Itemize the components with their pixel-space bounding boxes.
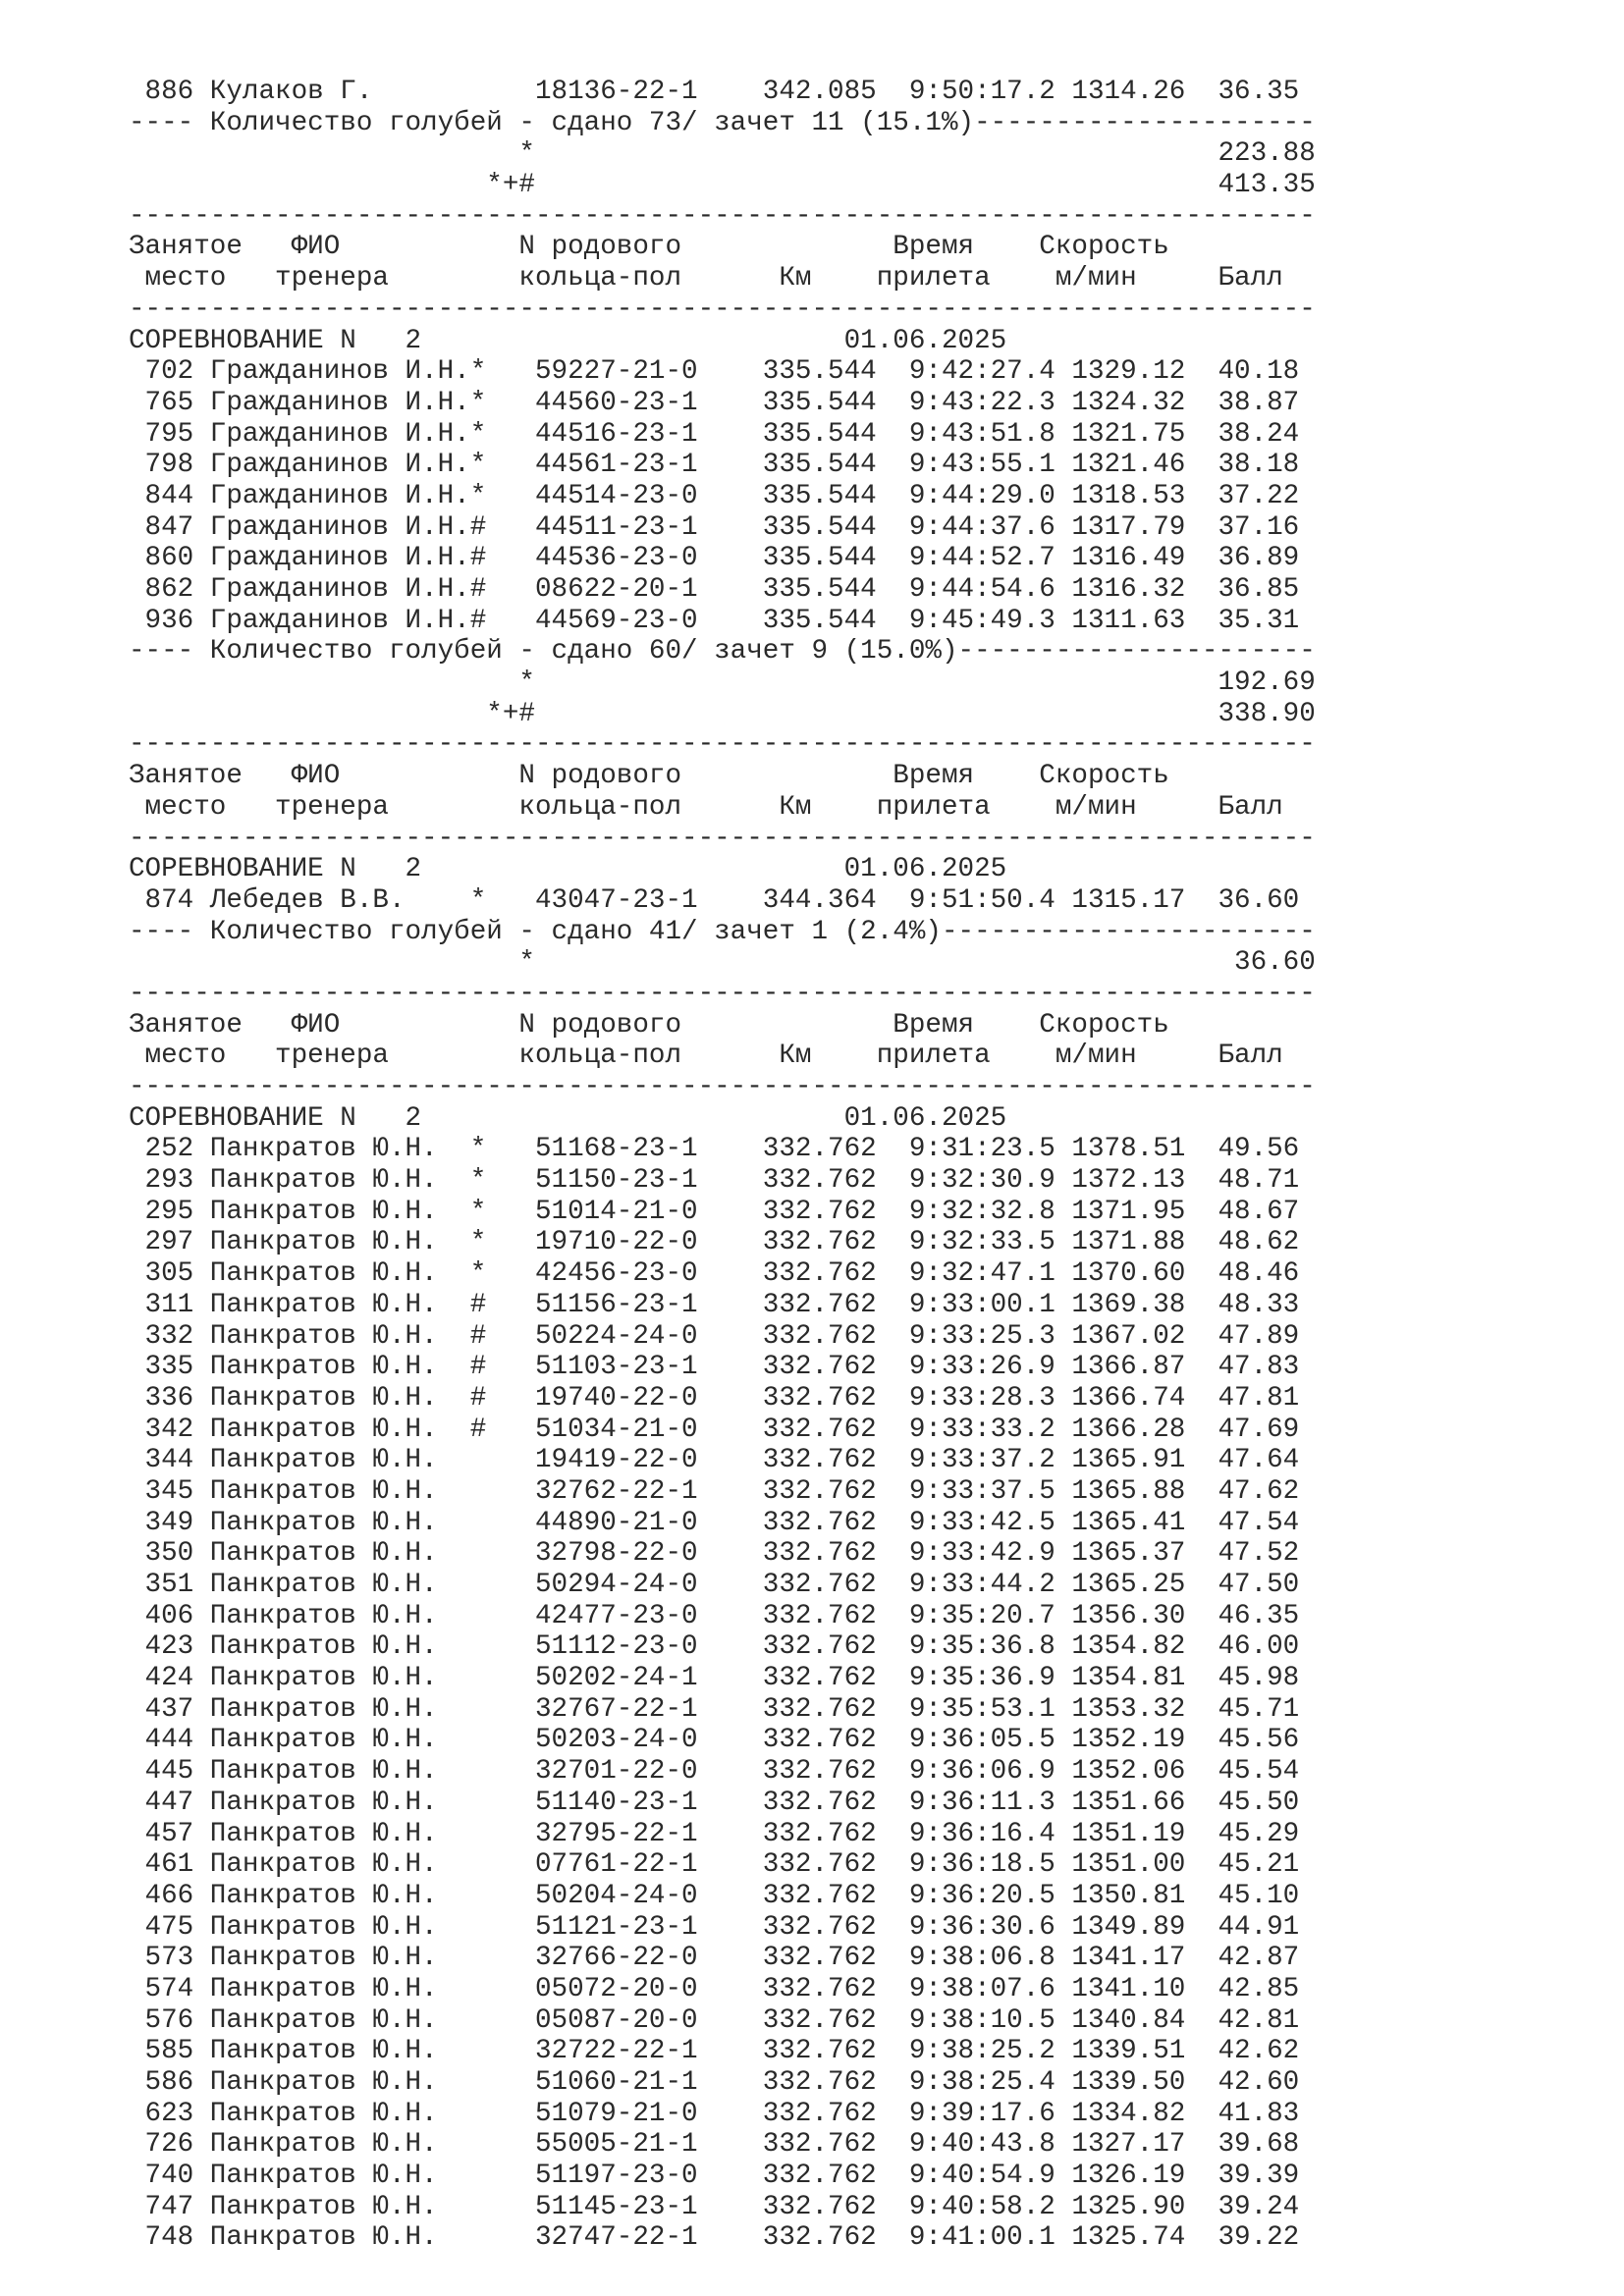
result-row: 726 Панкратов Ю.Н. 55005-21-1 332.762 9:40:43.8 1327.17 39.68 [129, 2129, 1300, 2161]
summary-line: ---- Количество голубей - сдано 73/ зачет 11 (15.1%)--------------------- [129, 107, 1316, 138]
result-row: 349 Панкратов Ю.Н. 44890-21-0 332.762 9:33:42.5 1365.41 47.54 [129, 1507, 1300, 1538]
result-row: 437 Панкратов Ю.Н. 32767-22-1 332.762 9:35:53.1 1353.32 45.71 [129, 1693, 1300, 1725]
result-row: 293 Панкратов Ю.Н. * 51150-23-1 332.762 9:32:30.9 1372.13 48.71 [129, 1165, 1300, 1197]
summary-line: ---- Количество голубей - сдано 60/ зачет 9 (15.0%)---------------------- [129, 636, 1316, 667]
result-row: 936 Гражданинов И.Н.# 44569-23-0 335.544 9:45:49.3 1311.63 35.31 [129, 605, 1300, 636]
result-row: 311 Панкратов Ю.Н. # 51156-23-1 332.762 9:33:00.1 1369.38 48.33 [129, 1289, 1300, 1320]
column-header-line: Занятое ФИО N родового Время Скорость [129, 761, 1169, 792]
competition-header-line: СОРЕВНОВАНИЕ N 2 01.06.2025 [129, 1102, 1007, 1134]
result-row: 844 Гражданинов И.Н.* 44514-23-0 335.544 9:44:29.0 1318.53 37.22 [129, 480, 1300, 511]
result-row: 351 Панкратов Ю.Н. 50294-24-0 332.762 9:33:44.2 1365.25 47.50 [129, 1570, 1300, 1600]
column-header-line: место тренера кольца-пол Км прилета м/мин Балл [129, 1041, 1283, 1072]
result-row: 461 Панкратов Ю.Н. 07761-22-1 332.762 9:36:18.5 1351.00 45.21 [129, 1849, 1300, 1881]
subtotal-line: *+# 413.35 [129, 170, 1316, 201]
result-row: 423 Панкратов Ю.Н. 51112-23-0 332.762 9:35:36.8 1354.82 46.00 [129, 1631, 1300, 1663]
result-row: 765 Гражданинов И.Н.* 44560-23-1 335.544 9:43:22.3 1324.32 38.87 [129, 387, 1300, 418]
result-row: 795 Гражданинов И.Н.* 44516-23-1 335.544 9:43:51.8 1321.75 38.24 [129, 418, 1300, 450]
separator-line: ------------------------------------------------------------------------- [129, 294, 1316, 325]
separator-line: ------------------------------------------------------------------------- [129, 729, 1316, 761]
result-row: 847 Гражданинов И.Н.# 44511-23-1 335.544 9:44:37.6 1317.79 37.16 [129, 511, 1300, 543]
result-row: 350 Панкратов Ю.Н. 32798-22-0 332.762 9:33:42.9 1365.37 47.52 [129, 1538, 1300, 1570]
result-row: 445 Панкратов Ю.Н. 32701-22-0 332.762 9:36:06.9 1352.06 45.54 [129, 1756, 1300, 1788]
result-row: 342 Панкратов Ю.Н. # 51034-21-0 332.762 9:33:33.2 1366.28 47.69 [129, 1414, 1300, 1445]
result-row: 444 Панкратов Ю.Н. 50203-24-0 332.762 9:36:05.5 1352.19 45.56 [129, 1725, 1300, 1756]
subtotal-line: * 192.69 [129, 667, 1316, 699]
separator-line: ------------------------------------------------------------------------- [129, 978, 1316, 1009]
result-row: 344 Панкратов Ю.Н. 19419-22-0 332.762 9:33:37.2 1365.91 47.64 [129, 1445, 1300, 1476]
subtotal-line: *+# 338.90 [129, 698, 1316, 729]
result-row: 573 Панкратов Ю.Н. 32766-22-0 332.762 9:38:06.8 1341.17 42.87 [129, 1943, 1300, 1974]
result-row: 305 Панкратов Ю.Н. * 42456-23-0 332.762 9:32:47.1 1370.60 48.46 [129, 1258, 1300, 1290]
result-row: 295 Панкратов Ю.Н. * 51014-21-0 332.762 9:32:32.8 1371.95 48.67 [129, 1196, 1300, 1227]
column-header-line: место тренера кольца-пол Км прилета м/мин Балл [129, 263, 1283, 294]
result-row: 586 Панкратов Ю.Н. 51060-21-1 332.762 9:38:25.4 1339.50 42.60 [129, 2067, 1300, 2098]
result-row: 574 Панкратов Ю.Н. 05072-20-0 332.762 9:38:07.6 1341.10 42.85 [129, 1973, 1300, 2004]
separator-line: ------------------------------------------------------------------------- [129, 823, 1316, 854]
subtotal-line: * 36.60 [129, 947, 1316, 979]
result-row: 798 Гражданинов И.Н.* 44561-23-1 335.544 9:43:55.1 1321.46 38.18 [129, 450, 1300, 481]
result-row: 447 Панкратов Ю.Н. 51140-23-1 332.762 9:36:11.3 1351.66 45.50 [129, 1787, 1300, 1818]
column-header-line: Занятое ФИО N родового Время Скорость [129, 1009, 1169, 1041]
competition-header-line: СОРЕВНОВАНИЕ N 2 01.06.2025 [129, 325, 1007, 356]
result-row: 860 Гражданинов И.Н.# 44536-23-0 335.544 9:44:52.7 1316.49 36.89 [129, 543, 1300, 574]
separator-line: ------------------------------------------------------------------------- [129, 200, 1316, 232]
result-row: 740 Панкратов Ю.Н. 51197-23-0 332.762 9:40:54.9 1326.19 39.39 [129, 2161, 1300, 2192]
separator-line: ------------------------------------------------------------------------- [129, 1072, 1316, 1102]
result-row: 336 Панкратов Ю.Н. # 19740-22-0 332.762 9:33:28.3 1366.74 47.81 [129, 1382, 1300, 1414]
result-row: 702 Гражданинов И.Н.* 59227-21-0 335.544 9:42:27.4 1329.12 40.18 [129, 356, 1300, 388]
result-row: 748 Панкратов Ю.Н. 32747-22-1 332.762 9:41:00.1 1325.74 39.22 [129, 2222, 1300, 2254]
summary-line: ---- Количество голубей - сдано 41/ зачет 1 (2.4%)----------------------- [129, 916, 1316, 947]
column-header-line: место тренера кольца-пол Км прилета м/мин Балл [129, 791, 1283, 823]
result-row: 862 Гражданинов И.Н.# 08622-20-1 335.544 9:44:54.6 1316.32 36.85 [129, 574, 1300, 605]
result-row: 475 Панкратов Ю.Н. 51121-23-1 332.762 9:36:30.6 1349.89 44.91 [129, 1911, 1300, 1943]
result-row: 747 Панкратов Ю.Н. 51145-23-1 332.762 9:40:58.2 1325.90 39.24 [129, 2191, 1300, 2222]
result-row: 576 Панкратов Ю.Н. 05087-20-0 332.762 9:38:10.5 1340.84 42.81 [129, 2004, 1300, 2036]
result-row: 345 Панкратов Ю.Н. 32762-22-1 332.762 9:33:37.5 1365.88 47.62 [129, 1475, 1300, 1507]
result-row: 332 Панкратов Ю.Н. # 50224-24-0 332.762 9:33:25.3 1367.02 47.89 [129, 1320, 1300, 1352]
column-header-line: Занятое ФИО N родового Время Скорость [129, 232, 1169, 263]
result-row: 457 Панкратов Ю.Н. 32795-22-1 332.762 9:36:16.4 1351.19 45.29 [129, 1818, 1300, 1849]
competition-header-line: СОРЕВНОВАНИЕ N 2 01.06.2025 [129, 854, 1007, 885]
result-row: 874 Лебедев В.В. * 43047-23-1 344.364 9:51:50.4 1315.17 36.60 [129, 884, 1300, 916]
results-printout [129, 77, 1326, 2254]
result-row: 623 Панкратов Ю.Н. 51079-21-0 332.762 9:39:17.6 1334.82 41.83 [129, 2098, 1300, 2129]
result-row: 297 Панкратов Ю.Н. * 19710-22-0 332.762 9:32:33.5 1371.88 48.62 [129, 1227, 1300, 1258]
result-row: 886 Кулаков Г. 18136-22-1 342.085 9:50:17.2 1314.26 36.35 [129, 77, 1300, 107]
result-row: 424 Панкратов Ю.Н. 50202-24-1 332.762 9:35:36.9 1354.81 45.98 [129, 1663, 1300, 1694]
subtotal-line: * 223.88 [129, 138, 1316, 170]
result-row: 406 Панкратов Ю.Н. 42477-23-0 332.762 9:35:20.7 1356.30 46.35 [129, 1600, 1300, 1631]
result-row: 335 Панкратов Ю.Н. # 51103-23-1 332.762 9:33:26.9 1366.87 47.83 [129, 1352, 1300, 1383]
result-row: 466 Панкратов Ю.Н. 50204-24-0 332.762 9:36:20.5 1350.81 45.10 [129, 1880, 1300, 1911]
result-row: 252 Панкратов Ю.Н. * 51168-23-1 332.762 9:31:23.5 1378.51 49.56 [129, 1134, 1300, 1165]
result-row: 585 Панкратов Ю.Н. 32722-22-1 332.762 9:38:25.2 1339.51 42.62 [129, 2036, 1300, 2067]
